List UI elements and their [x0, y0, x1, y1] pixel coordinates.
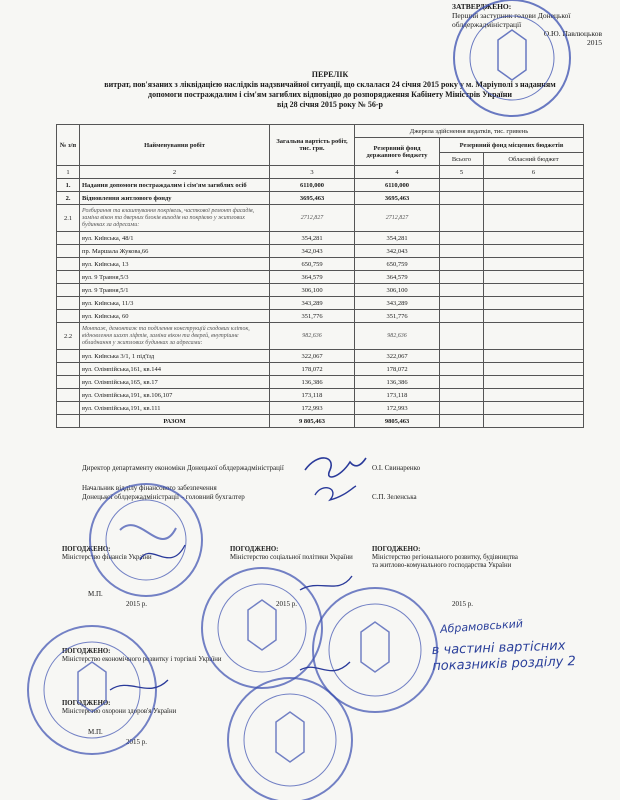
accountant-title-2: Донецької облдержадміністрації – головний бухгалтер — [82, 493, 245, 501]
cell-state: 650,759 — [355, 258, 440, 271]
cell-state: 173,118 — [355, 389, 440, 402]
stamp-finance — [90, 484, 202, 596]
col-local-header: Резервний фонд місцевих бюджетів — [440, 138, 584, 153]
cell-total: 136,386 — [270, 376, 355, 389]
col-num-2: 2 — [80, 166, 270, 179]
cell-total: 178,072 — [270, 363, 355, 376]
col-num-5: 5 — [440, 166, 484, 179]
cell-name: вул. Київська 3/1, 1 під'їзд — [80, 350, 270, 363]
cell-state: 6110,000 — [355, 179, 440, 192]
cell-total: 351,776 — [270, 310, 355, 323]
col-num-6: 6 — [483, 166, 583, 179]
cell-name: вул. Київська, 13 — [80, 258, 270, 271]
cell-state: 172,993 — [355, 402, 440, 415]
title-line1: витрат, пов'язаних з ліквідацією наслідків надзвичайної ситуації, що склалася 24 січня 2015 року у м. Маріуполі з наданням — [104, 80, 556, 89]
title-line3: від 28 січня 2015 року № 56-р — [277, 100, 383, 109]
cell-no: 2.2 — [57, 323, 80, 350]
agreement-social-head: ПОГОДЖЕНО: — [230, 546, 279, 553]
cell-state: 2712,827 — [355, 205, 440, 232]
agreement-economy-head: ПОГОДЖЕНО: — [62, 648, 111, 655]
cell-total: 650,759 — [270, 258, 355, 271]
cell-state: 351,776 — [355, 310, 440, 323]
cell-state: 178,072 — [355, 363, 440, 376]
col-num-1: 1 — [57, 166, 80, 179]
col-number-header: № з/п — [57, 125, 80, 166]
col-sources-header: Джерела здійснення видатків, тис. гривень — [355, 125, 584, 138]
col-num-3: 3 — [270, 166, 355, 179]
cell-name: Розбирання та влаштування покрівель, часткової ремонт фасадів, заміна вікон та дверних блоків виходів на покрівлю у житлових будинках за адресами: — [80, 205, 270, 232]
handwritten-signatures — [110, 545, 352, 690]
cell-total: 322,067 — [270, 350, 355, 363]
cell-state: 306,100 — [355, 284, 440, 297]
cell-state: 343,289 — [355, 297, 440, 310]
cell-state: 136,386 — [355, 376, 440, 389]
director-title: Директор департаменту економіки Донецької облдержадміністрації — [82, 464, 284, 472]
stamp-social — [202, 568, 322, 688]
stamp-health — [228, 678, 352, 800]
approval-title: ЗАТВЕРДЖЕНО: — [452, 2, 512, 11]
cell-total: 342,043 — [270, 245, 355, 258]
year-label-3: 2015 р. — [452, 600, 473, 608]
approval-year: 2015 — [587, 38, 602, 47]
year-label-4: 2015 р. — [126, 738, 147, 746]
cell-name: Відновлення житлового фонду — [80, 192, 270, 205]
col-num-4: 4 — [355, 166, 440, 179]
cell-name: Надання допомоги постраждалим і сім'ям загиблих осіб — [80, 179, 270, 192]
cell-total: 306,100 — [270, 284, 355, 297]
cell-name: вул. Олімпійська,165, кв.17 — [80, 376, 270, 389]
handwritten-note: в частині вартісних показників розділу 2 — [431, 638, 577, 675]
total-state: 9805,463 — [355, 415, 440, 428]
col-all-header: Всього — [440, 153, 484, 166]
cell-name: вул. 9 Травня,5/3 — [80, 271, 270, 284]
cell-name: Монтаж, демонтаж та поділення конструкцій сходових кліток, відновлення шахт ліфтів, заміна вікон та дверей, внутрішнє обладнання у житлових будинках за адресами: — [80, 323, 270, 350]
cell-total: 6110,000 — [270, 179, 355, 192]
approval-line1: Перший заступник голови Донецької — [452, 11, 571, 20]
signature-accountant — [315, 486, 356, 500]
cell-name: вул. 9 Травня,5/1 — [80, 284, 270, 297]
document-title: ПЕРЕЛІК — [311, 70, 349, 79]
cell-state: 322,067 — [355, 350, 440, 363]
cell-state: 342,043 — [355, 245, 440, 258]
col-total-header: Загальна вартість робіт, тис. грн. — [270, 125, 355, 166]
agreement-health-org: Міністерство охорони здоров'я України — [62, 708, 177, 715]
handwritten-name: Абрамовський — [439, 617, 524, 636]
cell-name: вул. Олімпійська,191, кв.111 — [80, 402, 270, 415]
cell-state: 354,281 — [355, 232, 440, 245]
col-oblast-header: Обласний бюджет — [483, 153, 583, 166]
director-name: О.І. Свинаренко — [372, 464, 421, 472]
cell-name: вул. Олімпійська,191, кв.106,107 — [80, 389, 270, 402]
cell-total: 354,281 — [270, 232, 355, 245]
total-value: 9 805,463 — [270, 415, 355, 428]
agreement-regional-head: ПОГОДЖЕНО: — [372, 546, 421, 553]
accountant-title-1: Начальник відділу фінансового забезпечення — [82, 484, 217, 492]
cell-name: вул. Київська, 11/3 — [80, 297, 270, 310]
cell-no: 2.1 — [57, 205, 80, 232]
cell-total: 173,118 — [270, 389, 355, 402]
year-label-1: 2015 р. — [126, 600, 147, 608]
cell-total: 2712,827 — [270, 205, 355, 232]
cell-state: 364,579 — [355, 271, 440, 284]
year-label-2: 2015 р. — [276, 600, 297, 608]
approval-line2: облдержадміністрації — [452, 20, 522, 29]
agreement-social-org: Міністерство соціальної політики України — [230, 554, 353, 561]
cell-total: 3695,463 — [270, 192, 355, 205]
agreement-finance-head: ПОГОДЖЕНО: — [62, 546, 111, 553]
top-right-stamp — [454, 0, 570, 116]
signature-director — [305, 458, 366, 477]
cell-state: 982,636 — [355, 323, 440, 350]
col-name-header: Найменування робіт — [80, 125, 270, 166]
cell-name: вул. Олімпійська,161, кв.144 — [80, 363, 270, 376]
stamp-economy — [28, 626, 156, 754]
total-label: РАЗОМ — [80, 415, 270, 428]
cell-name: вул. Київська, 48/1 — [80, 232, 270, 245]
cell-no: 1. — [57, 179, 80, 192]
cell-state: 3695,463 — [355, 192, 440, 205]
accountant-name: С.П. Зеленська — [372, 493, 417, 501]
agreement-finance-org: Міністерство фінансів України — [62, 554, 152, 561]
agreement-regional-org: Міністерство регіонального розвитку, будівництва та житлово-комунального господарства України — [372, 554, 518, 569]
col-state-header: Резервний фонд державного бюджету — [355, 138, 440, 166]
cell-total: 982,636 — [270, 323, 355, 350]
title-line2: допомоги постраждалим і сім'ям загиблих відповідно до розпорядження Кабінету Міністрів України — [148, 90, 512, 99]
approval-signer: О.Ю. Павлюцьков — [543, 29, 602, 38]
mp-label-1: М.П. — [88, 590, 103, 598]
agreement-health-head: ПОГОДЖЕНО: — [62, 700, 111, 707]
cell-name: вул. Київська, 60 — [80, 310, 270, 323]
mp-label-2: М.П. — [88, 728, 103, 736]
cell-no: 2. — [57, 192, 80, 205]
cell-total: 343,289 — [270, 297, 355, 310]
cell-total: 172,993 — [270, 402, 355, 415]
agreement-economy-org: Міністерство економічного розвитку і торгівлі України — [62, 656, 222, 663]
cell-name: пр. Маршала Жукова,66 — [80, 245, 270, 258]
cell-total: 364,579 — [270, 271, 355, 284]
